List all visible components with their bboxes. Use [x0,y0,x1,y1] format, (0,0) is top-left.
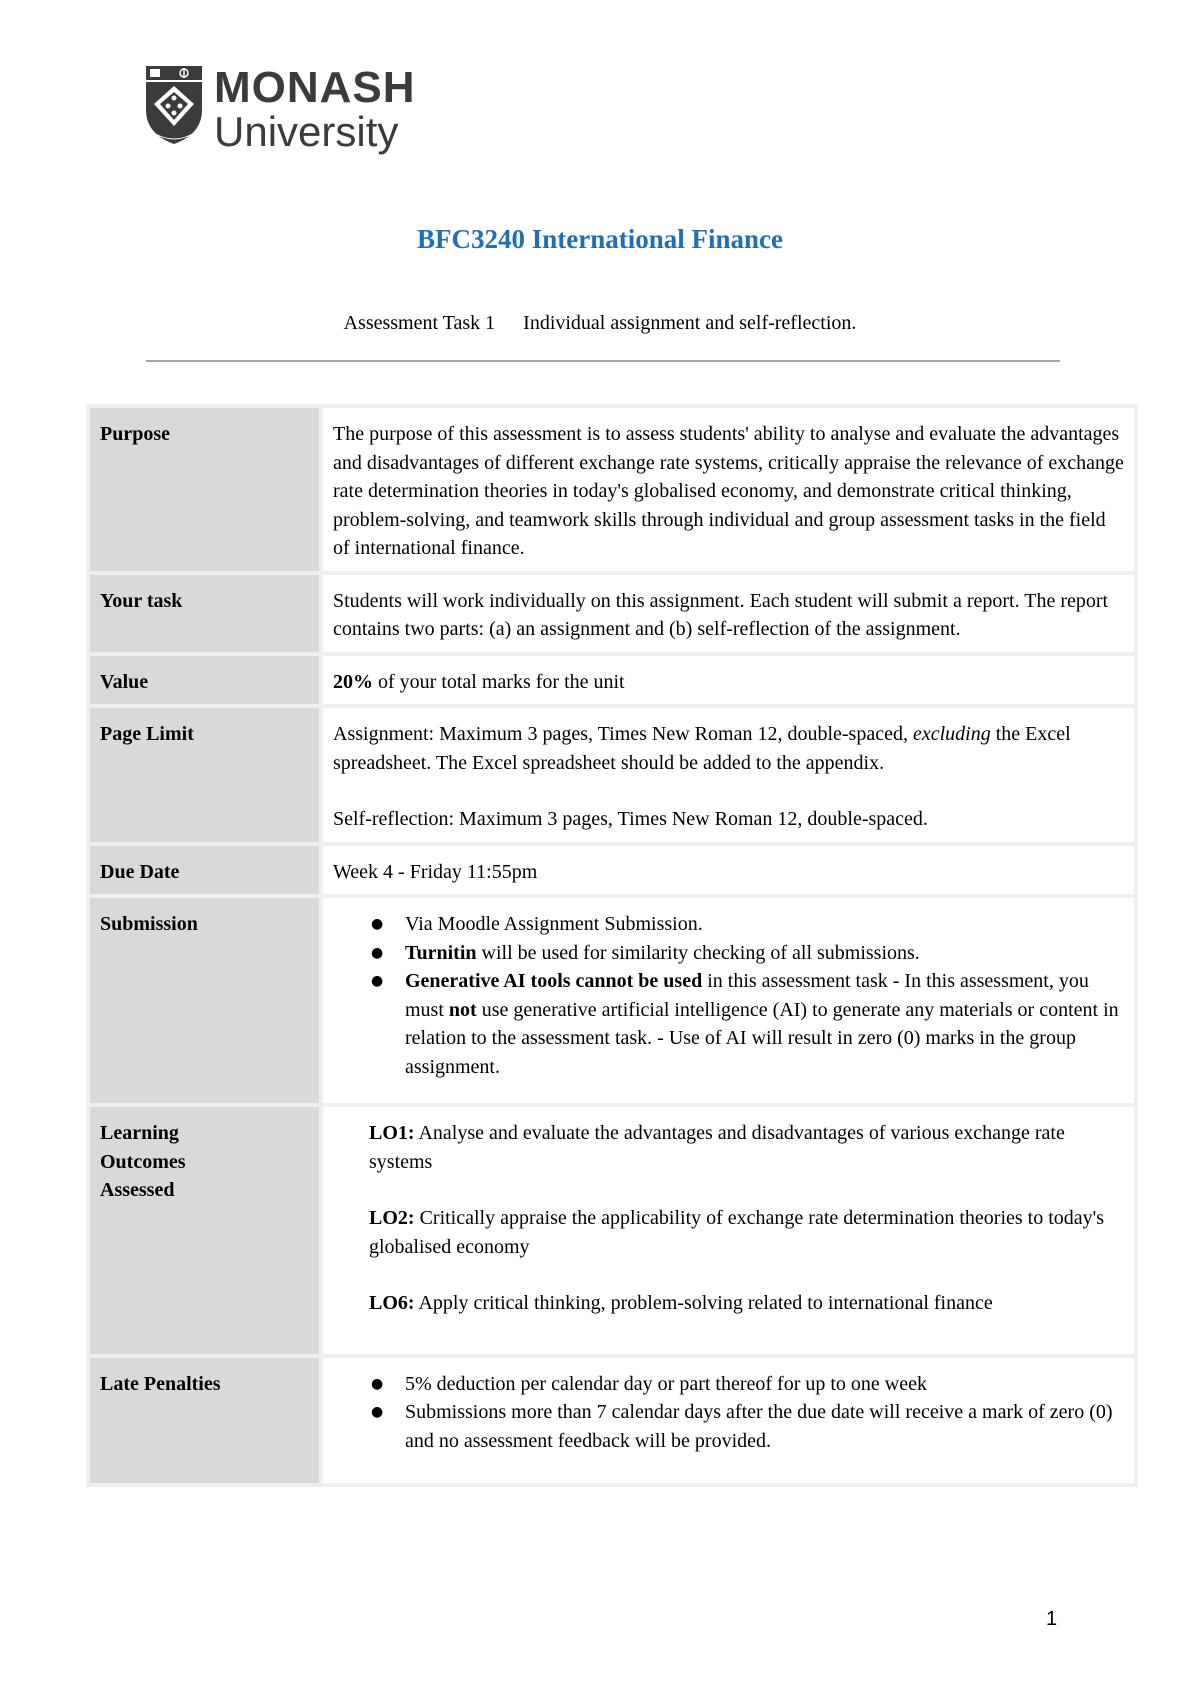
late-penalties-list [333,1370,1124,1456]
ai-tools-bold: Generative AI tools cannot be used [405,970,703,992]
lo2-code: LO2: [369,1207,415,1229]
document-title: BFC3240 International Finance [416,224,783,254]
assessment-details-table [86,404,1138,1487]
ai-not-bold: not [448,998,477,1021]
row-late-penalties [90,1358,1134,1484]
turnitin-text: will be used for similarity checking of all submissions. [476,941,920,964]
row-purpose [90,408,1134,571]
late-penalties-value [323,1358,1134,1484]
learning-outcome-lo6 [333,1289,1124,1318]
list-item: ● 5% deduction per calendar day or part thereof for up to one week [371,1370,1124,1399]
page-limit-assignment [333,720,1124,777]
row-learning-outcomes [90,1107,1134,1354]
page-limit-assignment-text: Assignment: Maximum 3 pages, Times New Roman 12, double-spaced, [333,723,913,745]
late-penalties-label: Late Penalties [90,1358,319,1484]
submission-value [323,898,1134,1103]
learning-outcome-lo1 [333,1119,1124,1176]
assessment-task-description: Individual assignment and self-reflection. [523,312,857,334]
submission-list [333,910,1124,1081]
row-submission [90,898,1134,1103]
value-rest: of your total marks for the unit [373,670,625,693]
list-item [371,967,1124,1081]
due-date-value: Week 4 - Friday 11:55pm [323,846,1134,895]
logo-line-1: MONASH [214,63,416,112]
spacer [333,1261,1124,1289]
document-subtitle [0,312,1200,335]
ai-text-1: in this assessment task - In this assessment, you must [405,970,1089,1021]
learning-outcomes-label-line-1: Learning [100,1122,179,1144]
page-limit-assignment-text-2: the Excel spreadsheet. The Excel spreadsheet should be added to the appendix. [333,723,1071,774]
monash-crest-icon [144,66,204,146]
value-percentage: 20% [333,670,373,693]
lo2-text: Critically appraise the applicability of exchange rate determination theories to today's globalised economy [369,1207,1105,1258]
spacer [333,1176,1124,1204]
learning-outcomes-label-line-2: Outcomes [100,1150,186,1173]
learning-outcomes-value [323,1107,1134,1354]
list-item: ● Submissions more than 7 calendar days after the due date will receive a mark of zero (0) and no assessment feedback will be provided. [371,1398,1124,1455]
row-your-task [90,575,1134,652]
list-item: ● Via Moodle Assignment Submission. [371,910,1124,939]
due-date-label: Due Date [90,846,319,895]
ai-text-2: use generative artificial intelligence (AI) to generate any materials or content in relation to the assessment task. - Use of AI will result in zero (0) marks in the group assignment. [405,998,1119,1078]
learning-outcomes-label-line-3: Assessed [100,1179,175,1201]
your-task-value: Students will work individually on this assignment. Each student will submit a report. The report contains two parts: (a) an assignment and (b) self-reflection of the assignment. [323,575,1134,652]
page-limit-excluding: excluding [912,723,991,745]
page-limit-value [323,708,1134,842]
submission-label: Submission [90,898,319,1103]
lo1-text: Analyse and evaluate the advantages and disadvantages of various exchange rate systems [369,1122,1065,1173]
page-limit-self-reflection: Self-reflection: Maximum 3 pages, Times New Roman 12, double-spaced. [333,808,928,830]
your-task-label: Your task [90,575,319,652]
row-value [90,656,1134,705]
page-number: 1 [1046,1608,1058,1630]
value-label: Value [90,656,319,705]
university-logo [144,63,416,155]
lo1-code: LO1: [369,1122,415,1144]
horizontal-divider [146,360,1060,362]
row-page-limit [90,708,1134,842]
row-due-date [90,846,1134,895]
list-item [371,939,1124,968]
spacer [333,777,1124,805]
lo6-code: LO6: [369,1292,415,1314]
lo6-text: Apply critical thinking, problem-solving related to international finance [414,1292,993,1314]
learning-outcomes-label [90,1107,319,1354]
assessment-task-number: Assessment Task 1 [343,312,496,334]
value-value [323,656,1134,705]
purpose-value: The purpose of this assessment is to assess students' ability to analyse and evaluate the advantages and disadvantages of different exchange rate systems, critically appraise the relevance of exchange rate determination theories in today's globalised economy, and demonstrate critical thinking, problem-solving, and teamwork skills through individual and group assessment tasks in the field of international finance. [323,408,1134,571]
learning-outcome-lo2 [333,1204,1124,1261]
turnitin-bold: Turnitin [405,941,477,964]
page-limit-label: Page Limit [90,708,319,842]
logo-line-2: University [214,108,399,155]
logo-wordmark [214,63,416,155]
purpose-label: Purpose [90,408,319,571]
